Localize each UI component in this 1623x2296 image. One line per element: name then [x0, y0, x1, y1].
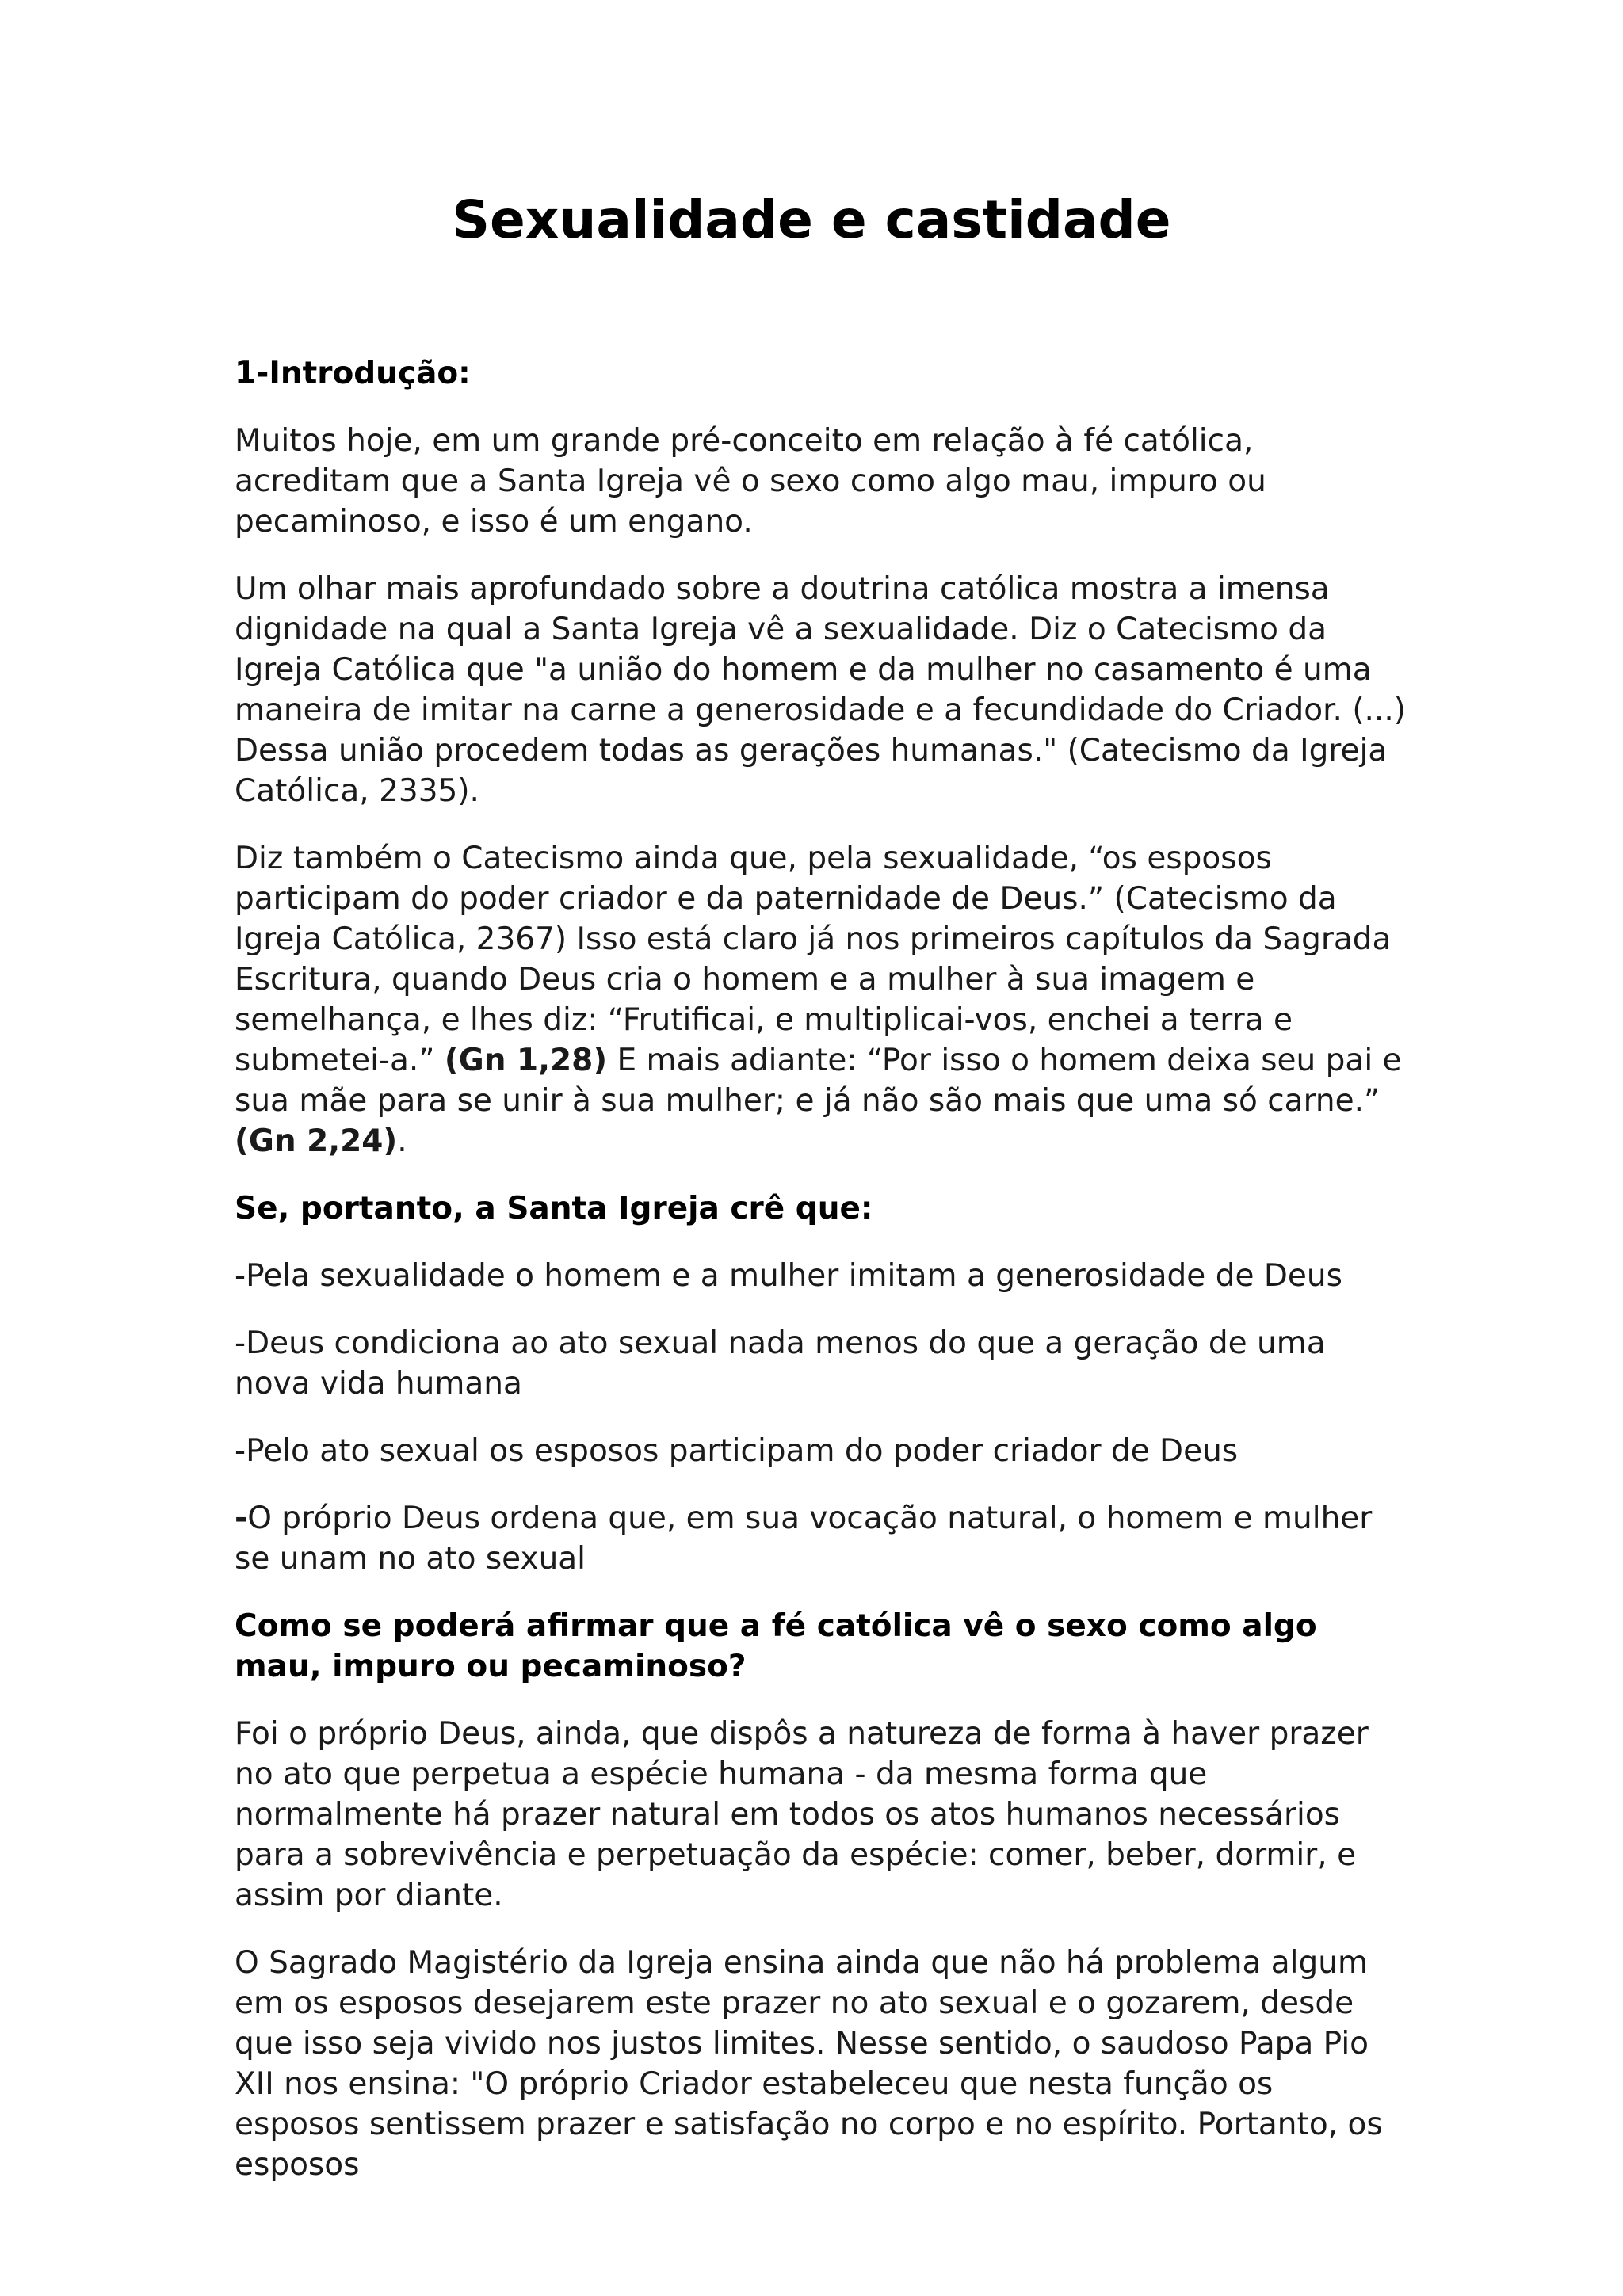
document-body [235, 353, 1407, 2185]
list-item-4-dash: - [235, 1501, 248, 1536]
paragraph-3-text-b: E mais adiante: “Por isso o homem deixa seu pai e sua mãe para se unir à sua mulher; e já não são mais que uma só carne.” [235, 1043, 1402, 1119]
heading-question: Como se poderá afirmar que a fé católica vê o sexo como algo mau, impuro ou pecaminoso? [235, 1608, 1317, 1684]
list-item-3: -Pelo ato sexual os esposos participam do poder criador de Deus [235, 1433, 1239, 1469]
paragraph-3 [235, 838, 1407, 1161]
list-item-4-text: O próprio Deus ordena que, em sua vocação natural, o homem e mulher se unam no ato sexual [235, 1501, 1373, 1577]
paragraph-5: O Sagrado Magistério da Igreja ensina ainda que não há problema algum em os esposos desejarem este prazer no ato sexual e o gozarem, desde que isso seja vivido nos justos limites. Nesse sentido, o saudoso Papa Pio XII nos ensina: "O próprio Criador estabeleceu que nesta função os esposos sentissem prazer e satisfação no corpo e no espírito. Portanto, os esposos [235, 1945, 1383, 2183]
list-item-4 [235, 1498, 1407, 1579]
heading-portanto: Se, portanto, a Santa Igreja crê que: [235, 1191, 873, 1226]
paragraph-3-text-c: . [397, 1123, 407, 1159]
reference-gn-2-24: (Gn 2,24) [235, 1123, 398, 1159]
paragraph-1: Muitos hoje, em um grande pré-conceito em relação à fé católica, acreditam que a Santa Igreja vê o sexo como algo mau, impuro ou pecaminoso, e isso é um engano. [235, 423, 1266, 540]
list-item-1: -Pela sexualidade o homem e a mulher imitam a generosidade de Deus [235, 1258, 1342, 1294]
paragraph-4: Foi o próprio Deus, ainda, que dispôs a natureza de forma à haver prazer no ato que perpetua a espécie humana - da mesma forma que normalmente há prazer natural em todos os atos humanos necessários para a sobrevivência e perpetuação da espécie: comer, beber, dormir, e assim por diante. [235, 1716, 1369, 1913]
reference-gn-1-28: (Gn 1,28) [444, 1043, 608, 1078]
paragraph-2: Um olhar mais aprofundado sobre a doutrina católica mostra a imensa dignidade na qual a Santa Igreja vê a sexualidade. Diz o Catecismo da Igreja Católica que "a união do homem e da mulher no casamento é uma maneira de imitar na carne a generosidade e a fecundidade do Criador. (...) Dessa união procedem todas as gerações humanas." (Catecismo da Igreja Católica, 2335). [235, 571, 1406, 809]
paragraph-3-text-a: Diz também o Catecismo ainda que, pela sexualidade, “os esposos participam do poder criador e da paternidade de Deus.” (Catecismo da Igreja Católica, 2367) Isso está claro já nos primeiros capítulos da Sagrada Escritura, quando Deus cria o homem e a mulher à sua imagem e semelhança, e lhes diz: “Frutificai, e multiplicai-vos, enchei a terra e submetei-a.” [235, 841, 1392, 1078]
list-item-2: -Deus condiciona ao ato sexual nada menos do que a geração de uma nova vida humana [235, 1325, 1326, 1402]
section-heading-introduction: 1-Introdução: [235, 356, 471, 391]
document-title: Sexualidade e castidade [452, 189, 1171, 250]
